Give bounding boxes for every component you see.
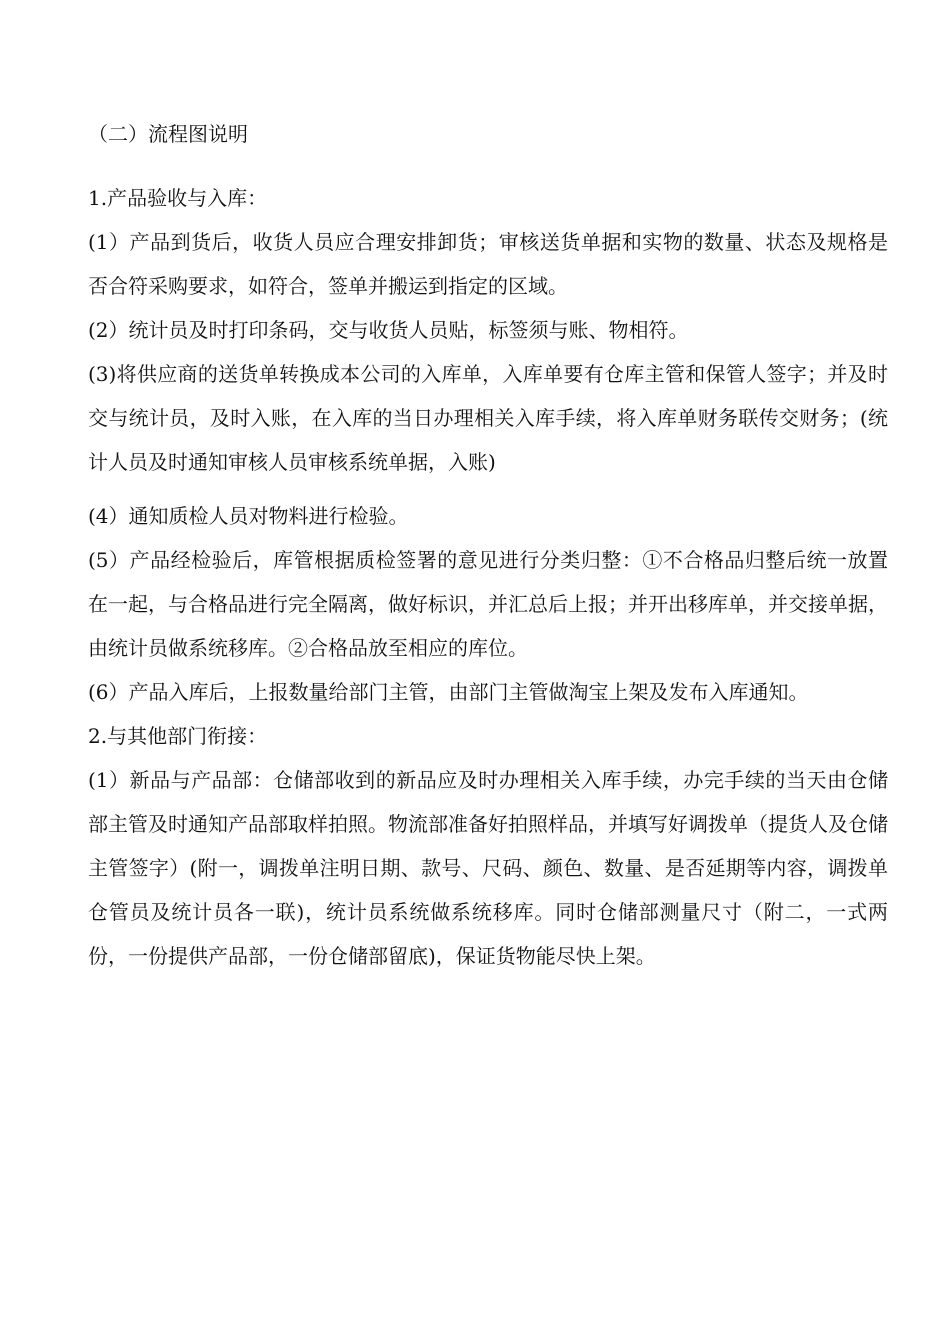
part2-heading: 2.与其他部门衔接：	[88, 724, 268, 748]
part1-item-5: (5）产品经检验后，库管根据质检签署的意见进行分类归整：①不合格品归整后统一放置在一起，与合格品进行完全隔离，做好标识，并汇总后上报；并开出移库单，并交接单据，由统计员做系统移库。②合格品放至相应的库位。	[88, 548, 888, 660]
part1-item-3: (3)将供应商的送货单转换成本公司的入库单，入库单要有仓库主管和保管人签字；并及时交与统计员，及时入账，在入库的当日办理相关入库手续，将入库单财务联传交财务；(统计人员及时通知审核人员审核系统单据，入账)	[88, 362, 888, 474]
part1-heading: 1.产品验收与入库：	[88, 186, 268, 210]
document-body	[88, 112, 888, 978]
part1-item-6: (6）产品入库后，上报数量给部门主管，由部门主管做淘宝上架及发布入库通知。	[88, 680, 809, 704]
part1-item-4: (4）通知质检人员对物料进行检验。	[88, 504, 409, 528]
part1-item-2: (2）统计员及时打印条码，交与收货人员贴，标签须与账、物相符。	[88, 318, 689, 342]
part1-item-1: (1）产品到货后，收货人员应合理安排卸货；审核送货单据和实物的数量、状态及规格是否合符采购要求，如符合，签单并搬运到指定的区域。	[88, 230, 888, 298]
part2-item-1: (1）新品与产品部：仓储部收到的新品应及时办理相关入库手续，办完手续的当天由仓储部主管及时通知产品部取样拍照。物流部准备好拍照样品，并填写好调拨单（提货人及仓储主管签字）(附一，调拨单注明日期、款号、尺码、颜色、数量、是否延期等内容，调拨单仓管员及统计员各一联)，统计员系统做系统移库。同时仓储部测量尺寸（附二，一式两份，一份提供产品部，一份仓储部留底)，保证货物能尽快上架。	[88, 768, 888, 968]
section-title: （二）流程图说明	[88, 122, 248, 146]
